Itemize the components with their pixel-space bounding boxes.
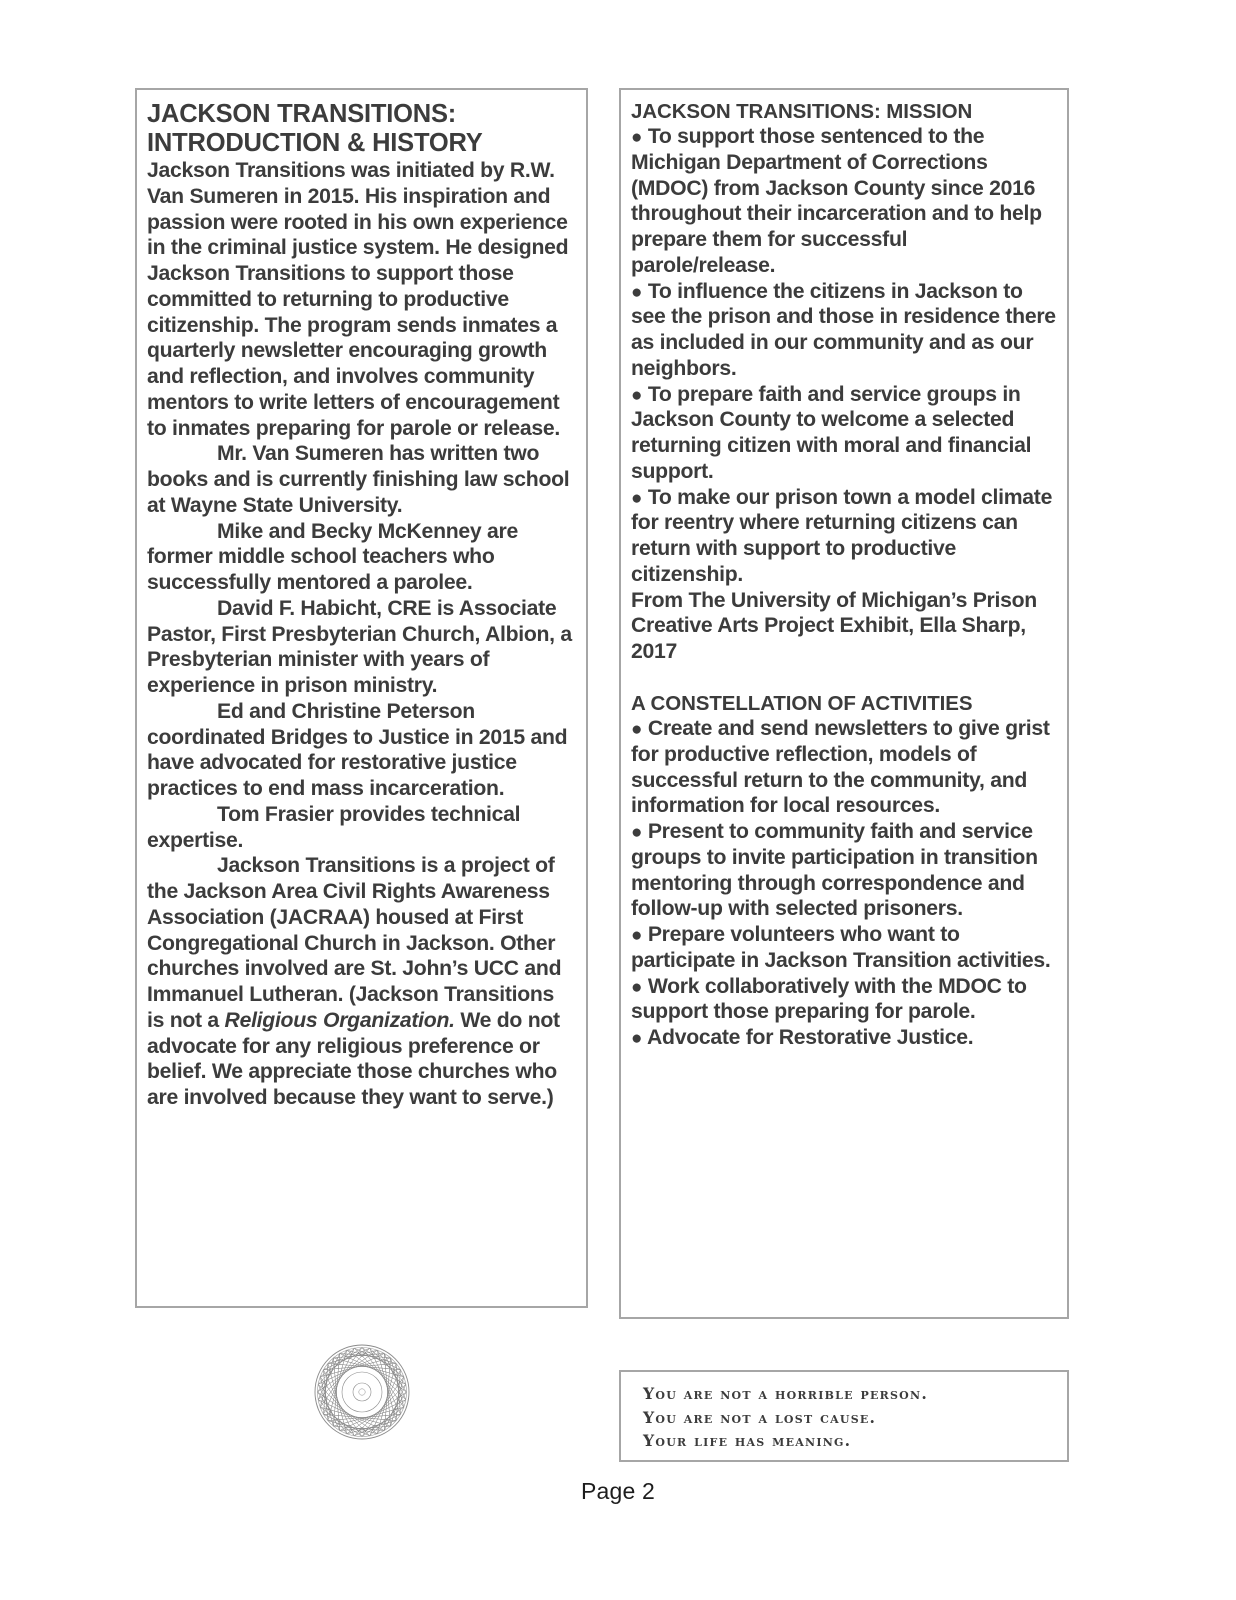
- mission-bullet-3: [631, 382, 1057, 485]
- left-paragraph-mckenney: Mike and Becky McKenney are former middle school teachers who successfully mentored a parolee.: [147, 519, 518, 595]
- left-paragraph-peterson: Ed and Christine Peterson coordinated Bridges to Justice in 2015 and have advocated for restorative justice practices to end mass incarceration.: [147, 699, 568, 801]
- activities-bullet-3: [631, 922, 1057, 974]
- bullet-dot-icon: ●: [631, 719, 643, 741]
- activities-bullet-2: [631, 819, 1057, 922]
- bullet-dot-icon: ●: [631, 976, 643, 998]
- left-title-line-2: INTRODUCTION & HISTORY: [147, 129, 483, 158]
- bullet-dot-icon: ●: [631, 281, 643, 303]
- bullet-dot-icon: ●: [631, 822, 643, 844]
- mission-bullet-2: [631, 279, 1057, 382]
- jacraa-text-italic: Religious Organization.: [224, 1008, 455, 1032]
- jacraa-text-before: Jackson Transitions is a project of the Jackson Area Civil Rights Awareness Association (JACRAA) housed at First Congregational Church in Jackson. Other churches involved are St. John’s UCC and Immanuel Lutheran. (Jackson Transitions is not a: [147, 854, 562, 1032]
- activities-bullet-4: [631, 974, 1057, 1026]
- jacraa-text-after: We do not advocate for any religious preference or belief. We appreciate those churches who are involved because they want to serve.): [147, 1008, 560, 1110]
- section-spacer: [631, 665, 1057, 692]
- left-column-title: [147, 100, 576, 158]
- activities-title: A CONSTELLATION OF ACTIVITIES: [631, 691, 973, 715]
- left-column-panel: [135, 88, 588, 1308]
- quote-line-2: You are not a lost cause.: [643, 1407, 877, 1427]
- left-paragraph-van-sumeren: Mr. Van Sumeren has written two books and is currently finishing law school at Wayne State University.: [147, 442, 570, 517]
- bullet-dot-icon: ●: [631, 925, 643, 947]
- mission-bullet-4: [631, 485, 1057, 588]
- mission-bullet-4-text: To make our prison town a model climate for reentry where returning citizens can return with support to productive citizenship.: [631, 485, 1053, 586]
- bullet-dot-icon: ●: [631, 1028, 643, 1050]
- activities-bullet-4-text: Work collaboratively with the MDOC to support those preparing for parole.: [631, 974, 1027, 1024]
- activities-bullet-3-text: Prepare volunteers who want to participate in Jackson Transition activities.: [631, 923, 1051, 972]
- activities-bullet-1: [631, 716, 1057, 819]
- page-number-footer: Page 2: [580, 1478, 656, 1504]
- quote-line-3: Your life has meaning.: [643, 1431, 852, 1451]
- mission-bullet-1-text: To support those sentenced to the Michigan Department of Corrections (MDOC) from Jackson County since 2016 throughout their incarceration and to help prepare them for successful parole/release.: [631, 125, 1042, 277]
- mission-source-credit: From The University of Michigan’s Prison Creative Arts Project Exhibit, Ella Sharp, 2017: [631, 588, 1037, 664]
- right-column-panel: [619, 88, 1069, 1319]
- rose-window-emblem-icon: [312, 1342, 412, 1442]
- activities-bullet-5-text: Advocate for Restorative Justice.: [647, 1026, 974, 1050]
- bullet-dot-icon: ●: [631, 384, 643, 406]
- left-paragraph-frasier: Tom Frasier provides technical expertise.: [147, 802, 521, 852]
- activities-bullet-2-text: Present to community faith and service groups to invite participation in transition mentoring through correspondence and follow-up with selected prisoners.: [631, 820, 1038, 921]
- mission-title: JACKSON TRANSITIONS: MISSION: [631, 100, 973, 123]
- left-paragraph-habicht: David F. Habicht, CRE is Associate Pastor, First Presbyterian Church, Albion, a Presbyterian minister with years of experience in prison ministry.: [147, 596, 572, 698]
- activities-bullet-5: [631, 1025, 1057, 1051]
- mission-bullet-1: [631, 124, 1057, 279]
- quote-line-1: You are not a horrible person.: [643, 1384, 928, 1403]
- activities-bullet-1-text: Create and send newsletters to give grist for productive reflection, models of successful return to the community, and information for local resources.: [631, 717, 1050, 818]
- mission-bullet-2-text: To influence the citizens in Jackson to see the prison and those in residence there as included in our community and as our neighbors.: [631, 279, 1056, 380]
- bullet-dot-icon: ●: [631, 487, 643, 509]
- bullet-dot-icon: ●: [631, 127, 643, 149]
- left-paragraph-jacraa: [147, 853, 576, 1111]
- mission-bullet-3-text: To prepare faith and service groups in Jackson County to welcome a selected returning citizen with moral and financial support.: [631, 382, 1032, 483]
- affirmation-quote-box: [619, 1370, 1069, 1462]
- left-title-line-1: JACKSON TRANSITIONS:: [147, 100, 457, 128]
- left-paragraph-intro: Jackson Transitions was initiated by R.W. Van Sumeren in 2015. His inspiration and passion were rooted in his own experience in the criminal justice system. He designed Jackson Transitions to support those committed to returning to productive citizenship. The program sends inmates a quarterly newsletter encouraging growth and reflection, and involves community mentors to write letters of encouragement to inmates preparing for parole or release.: [147, 159, 569, 440]
